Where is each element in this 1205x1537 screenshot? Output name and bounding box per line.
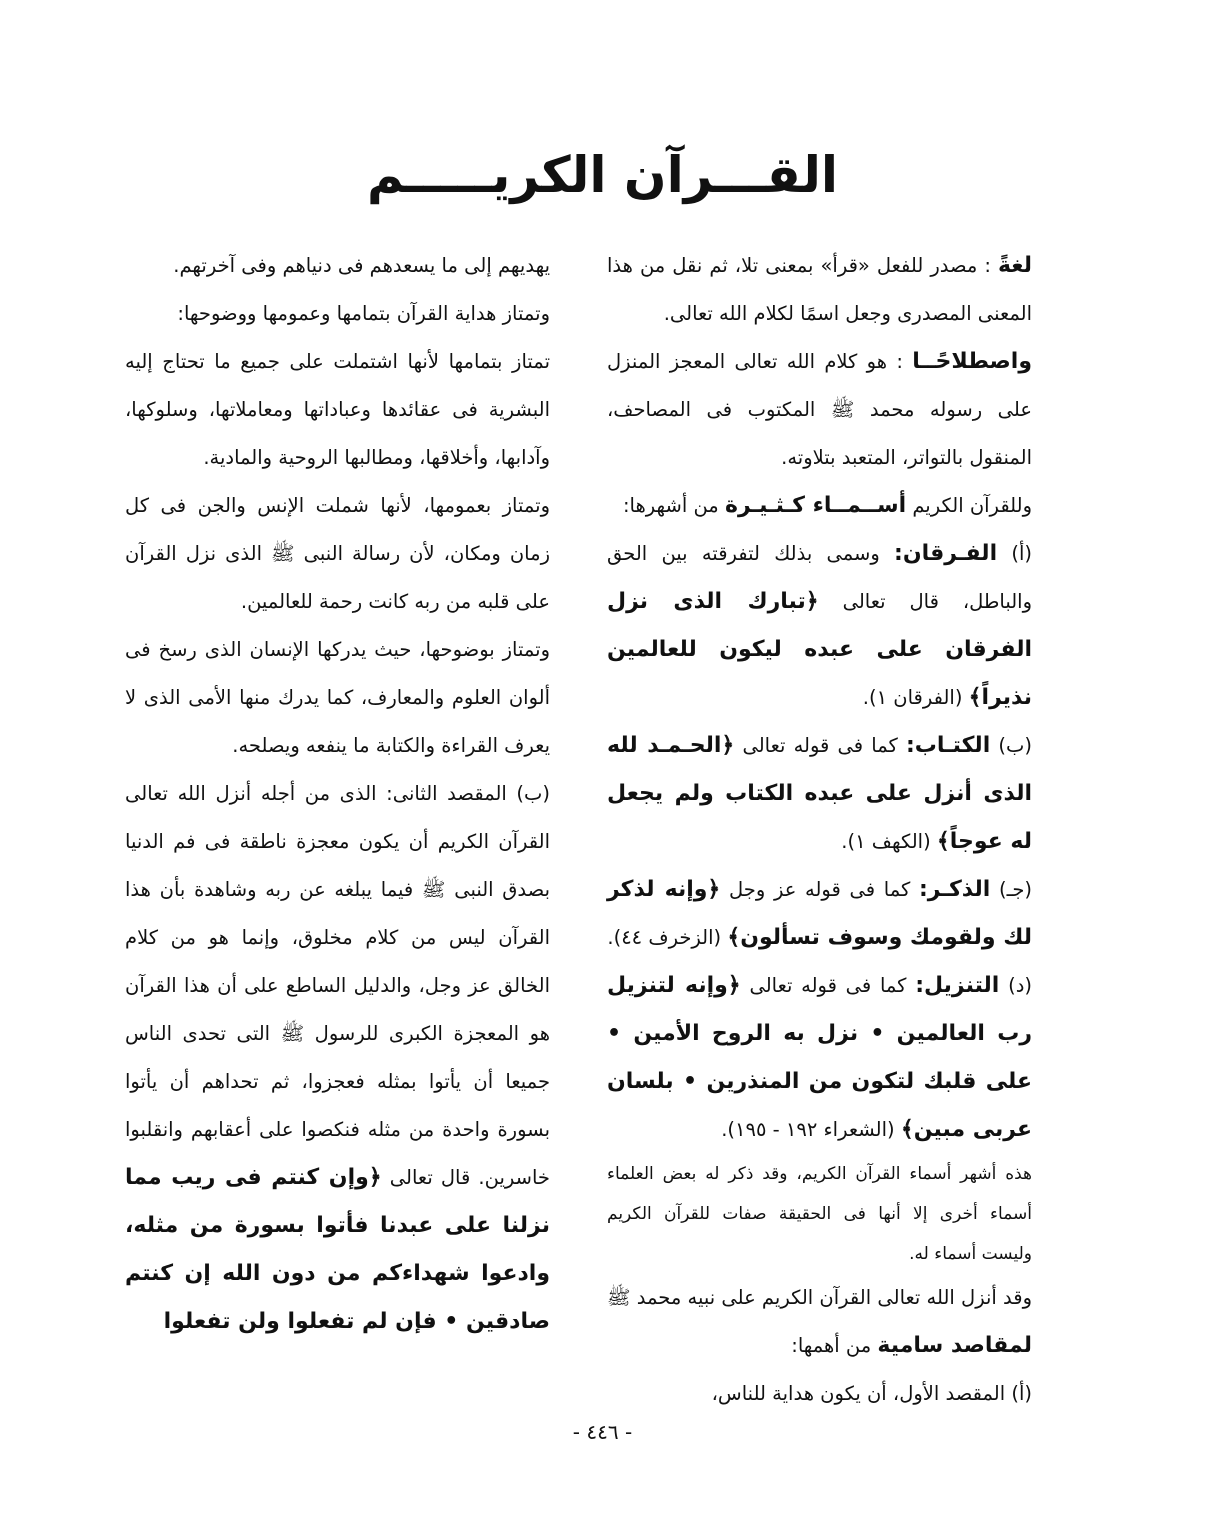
verse: ﴿تبارك الذى نزل الفرقان على عبده ليكون للعالمين نذيراً﴾ [607, 589, 1032, 710]
paragraph-text: كما فى قوله عز وجل [729, 878, 911, 901]
term: أســمــاء كـثـيـرة [724, 493, 907, 518]
paragraph-text: (ب) المقصد الثانى: الذى من أجله أنزل الله تعالى القرآن الكريم أن يكون معجزة ناطقة فى فم الدنيا بصدق النبى ﷺ فيما يبلغه عن ربه وشاهدة بأن هذا القرآن ليس من كلام مخلوق، وإنما هو من كلام الخالق عز وجل، والدليل الساطع على أن هذا القرآن هو المعجزة الكبرى للرسول ﷺ التى تحدى الناس جميعا أن يأتوا بمثله فعجزوا، ثم تحداهم أن يأتوا بسورة واحدة من مثله فنكصوا على أعقابهم وانقلبوا خاسرين. قال تعالى [125, 782, 550, 1189]
paragraph-text: من أشهرها: [622, 494, 719, 517]
right-column [607, 242, 1032, 1418]
term: الفـرقان: [894, 541, 998, 566]
verse: ﴿الحـمـد لله الذى أنزل على عبده الكتاب ولم يجعل له عوجاً﴾ [607, 733, 1032, 854]
verse-reference: (الزخرف ٤٤). [607, 926, 722, 949]
paragraph-text: وتمتاز هداية القرآن بتمامها وعمومها ووضوحها: [177, 302, 550, 325]
verse: ﴿وإن كنتم فى ريب مما نزلنا على عبدنا فأتوا بسورة من مثله، وادعوا شهداءكم من دون الله إن كنتم صادقين • فإن لم تفعلوا ولن تفعلوا [125, 1165, 550, 1334]
paragraph-text: هذه أشهر أسماء القرآن الكريم، وقد ذكر له بعض العلماء أسماء أخرى إلا أنها فى الحقيقة صفات للقرآن الكريم وليست أسماء له. [607, 1164, 1032, 1264]
term: الذكـر: [919, 877, 991, 902]
paragraph-text: (أ) المقصد الأول، أن يكون هداية للناس، [711, 1382, 1032, 1405]
term: لغةً [997, 253, 1032, 278]
verse: ﴿وإنه لتنزيل رب العالمين • نزل به الروح الأمين • على قلبك لتكون من المنذرين • بلسان عربى مبين﴾ [607, 973, 1032, 1142]
paragraph-text: وتمتاز بعمومها، لأنها شملت الإنس والجن فى كل زمان ومكان، لأن رسالة النبى ﷺ الذى نزل القرآن على قلبه من ربه كانت رحمة للعالمين. [125, 494, 550, 613]
paragraph [125, 626, 550, 770]
paragraph-text: وتمتاز بوضوحها، حيث يدركها الإنسان الذى رسخ فى ألوان العلوم والمعارف، كما يدرك منها الأمى الذى لا يعرف القراءة والكتابة ما ينفعه ويصلحه. [125, 638, 550, 757]
verse: ﴿وإنه لذكر لك ولقومك وسوف تسألون﴾ [607, 877, 1032, 950]
paragraph [607, 1370, 1032, 1418]
paragraph-text: وقد أنزل الله تعالى القرآن الكريم على نبيه محمد ﷺ [607, 1286, 1032, 1309]
paragraph-text: يهديهم إلى ما يسعدهم فى دنياهم وفى آخرتهم. [173, 254, 550, 277]
term: واصطلاحًــا [912, 349, 1032, 374]
paragraph [607, 722, 1032, 866]
paragraph-text: كما فى قوله تعالى [742, 734, 898, 757]
item-marker: (جـ) [999, 878, 1032, 901]
paragraph [607, 962, 1032, 1154]
paragraph [607, 1274, 1032, 1370]
left-column [125, 242, 550, 1346]
paragraph [607, 242, 1032, 338]
term: التنزيل: [915, 973, 1000, 998]
item-marker: (أ) [1011, 542, 1033, 565]
paragraph-text: كما فى قوله تعالى [749, 974, 907, 997]
item-marker: (ب) [998, 734, 1032, 757]
paragraph [125, 770, 550, 1346]
paragraph-text: وسمى بذلك لتفرقته بين الحق والباطل، قال تعالى [607, 542, 1033, 613]
note-paragraph [607, 1154, 1032, 1274]
paragraph-text: من أهمها: [791, 1334, 872, 1357]
paragraph [607, 338, 1032, 482]
paragraph [607, 482, 1032, 530]
term: لمقاصد سامية [877, 1333, 1032, 1358]
paragraph-text: : هو كلام الله تعالى المعجز المنزل على رسوله محمد ﷺ المكتوب فى المصاحف، المنقول بالتواتر، المتعبد بتلاوته. [607, 350, 1032, 469]
verse-reference: (الشعراء ١٩٢ - ١٩٥). [721, 1118, 895, 1141]
paragraph [125, 290, 550, 338]
verse-reference: (الكهف ١). [841, 830, 931, 853]
paragraph-text: وللقرآن الكريم [912, 494, 1032, 517]
page-title: القـــرآن الكريـــــم [366, 146, 839, 204]
term: الكتـاب: [905, 733, 991, 758]
paragraph-text: تمتاز بتمامها لأنها اشتملت على جميع ما تحتاج إليه البشرية فى عقائدها وعباداتها ومعاملاتها، وسلوكها، وآدابها، وأخلاقها، ومطالبها الروحية والمادية. [125, 350, 550, 469]
paragraph [125, 242, 550, 290]
item-marker: (د) [1008, 974, 1032, 997]
paragraph [607, 530, 1032, 722]
page-number: - ٤٤٦ - [572, 1420, 633, 1444]
verse-reference: (الفرقان ١). [862, 686, 963, 709]
paragraph-text: : مصدر للفعل «قرأ» بمعنى تلا، ثم نقل من هذا المعنى المصدرى وجعل اسمًا لكلام الله تعالى. [607, 254, 1032, 325]
paragraph [125, 482, 550, 626]
paragraph [125, 338, 550, 482]
paragraph [607, 866, 1032, 962]
